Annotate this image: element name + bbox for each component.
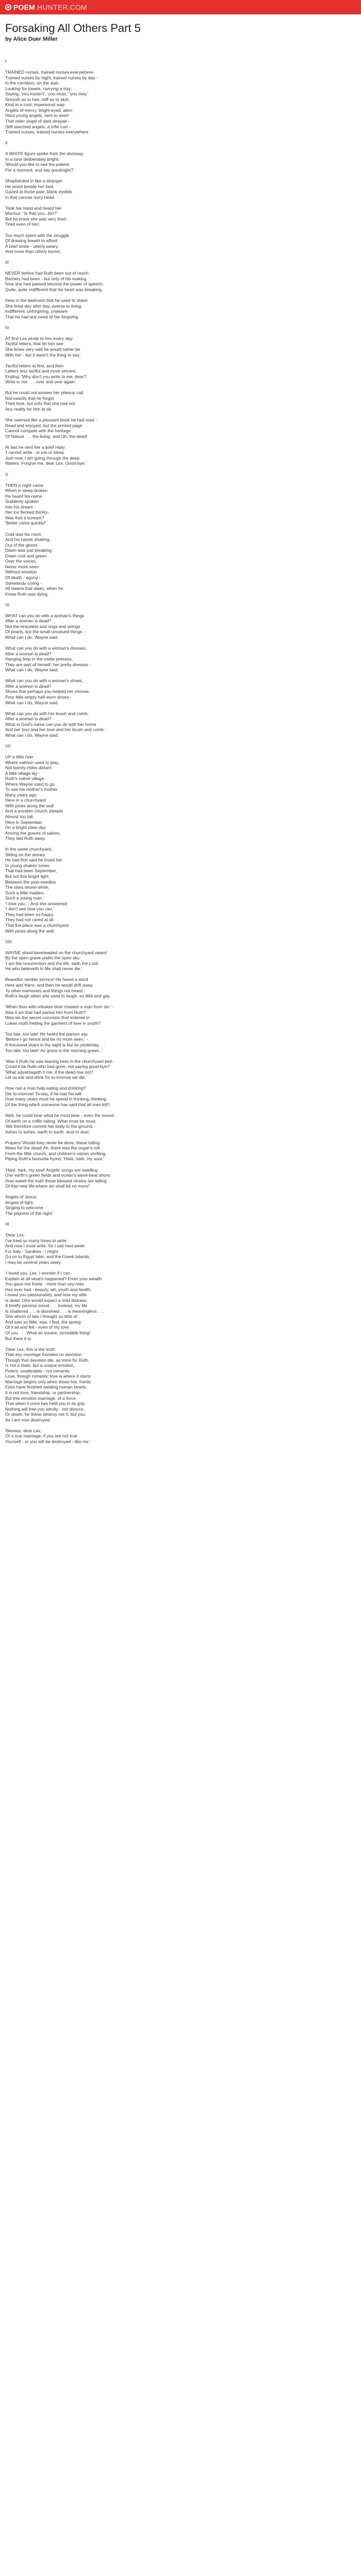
poem-line: Quite, quite indifferent that his heart was breaking. — [5, 286, 103, 292]
poem-line: But he knew she was very tired - — [5, 216, 69, 222]
poem-section — [5, 743, 356, 934]
poem-line: Poor little empty half-worn shoes - — [5, 694, 72, 700]
poem-line: NEVER before had Ruth been out of reach- — [5, 270, 90, 276]
poem-line: They had not cared at all — [5, 917, 54, 923]
poem-line: 'I don't see how you can.' — [5, 906, 54, 912]
poem-line: Such a little maiden, — [5, 890, 45, 895]
poem-line: Fires have finished welding human hearts. — [5, 1384, 88, 1390]
logo-mark-icon — [5, 4, 11, 10]
poem-line: Was it sin that had parted him from Ruth? — [5, 1009, 86, 1015]
poem-line: What can I do, Wayne said. — [5, 700, 59, 705]
poem-line: Ruth's laugh when she used to laugh, so little and gay. — [5, 993, 111, 999]
poem-line: Knew Ruth was dying. — [5, 591, 49, 597]
poem-line: With her - but it wasn't the thing to say: — [5, 352, 81, 358]
poem-line: In young shaken tones — [5, 862, 50, 868]
stanza — [5, 1232, 356, 1265]
poem-line: Though that devotion die, as mine for Ruth, — [5, 1357, 90, 1363]
poem-line: The pilgrims of the night.' — [5, 1210, 54, 1216]
poem-author: by Alice Duer Miller — [5, 36, 58, 42]
poem-line: After a woman is dead? — [5, 683, 52, 689]
poem-line: Potent, unalterable - not romantic — [5, 1368, 70, 1374]
poem-section — [5, 1222, 356, 1444]
stanza — [5, 1086, 356, 1107]
poem-line: Her ice flecked thickly- — [5, 510, 50, 515]
poem-line: Marriage begins only when those hot, frantic — [5, 1379, 91, 1384]
poem-title: Forsaking All Others Part 5 — [5, 22, 141, 35]
poem-line: 'Dear Lex - — [5, 1232, 27, 1238]
poem-line: Angels of mercy, bright-eyed, alert, — [5, 107, 73, 113]
poem-line: What can I do, Wayne said. — [5, 667, 59, 673]
poem-line: And more than utterly bored. — [5, 249, 61, 255]
poem-line: They laid Ruth away. — [5, 836, 46, 841]
poem-line: Waters. Forgive me, dear Lex. Good-bye.' — [5, 461, 87, 466]
poem-line: 'Was it Ruth he was leaving here in the churchyard plot- — [5, 1058, 113, 1064]
poem-line: To see his mother's mother — [5, 787, 58, 792]
section-numeral: III — [5, 260, 9, 265]
poem-line: A WHITE figure spoke from the doorway — [5, 151, 84, 157]
poem-line: Not exactly that he forgot — [5, 395, 54, 401]
stanza — [5, 1194, 356, 1216]
poem-line: To other memories and things not heard - — [5, 988, 86, 993]
poem-line: Read and enjoyed; but the printed page — [5, 422, 83, 428]
poem-line: In a tone deliberately bright: — [5, 156, 59, 162]
poem-line: 'Dear Lex, this is the truth: — [5, 1346, 56, 1352]
stanza — [5, 390, 356, 412]
poem-line: Tactful letters, that let him see — [5, 341, 63, 347]
poem-line: I've tried so many times to write, — [5, 1238, 68, 1243]
poem-line: How can a man help eating and drinking? — [5, 1086, 86, 1091]
poem-line: They had been so happy — [5, 911, 54, 917]
poem-line: After a woman is dead? — [5, 651, 52, 656]
poem-line: And saw so little, was, I find, the spring - — [5, 1319, 84, 1325]
poem-line: But not this bright light, — [5, 874, 50, 879]
poem-line: Piping Ruth's favourite hymn, 'Hark, hark, my soul.' — [5, 1156, 104, 1162]
poem-line: Tactful letters at first, and then — [5, 363, 64, 368]
poem-line: For Italy - Sardinia - I might — [5, 1248, 58, 1254]
poem-line: Hard young angels, sent to avert — [5, 113, 69, 118]
stanza — [5, 151, 356, 173]
poem-line: 'We therefore commit her body to the ground, — [5, 1124, 93, 1129]
poem-line: Prayers! Would they never be done, these tolling — [5, 1140, 100, 1145]
poem-line: With pines along the wall. — [5, 928, 55, 934]
poem-line: 'When thou with rebukes dost chasten a man from sin.' - — [5, 1004, 114, 1010]
poem-body — [5, 59, 356, 1444]
poem-line: Sitting on the stones, — [5, 852, 46, 857]
poem-line: She lived day after day, averse to living, — [5, 303, 83, 309]
poem-line: Here and there, and then he would drift away — [5, 982, 93, 988]
poem-line: Took her hand and heard her — [5, 205, 62, 211]
poem-line: A little village lay - — [5, 770, 40, 776]
poem-line: Of you . . . What an insane, incredible thing! — [5, 1330, 90, 1335]
stanza — [5, 977, 356, 998]
stanza — [5, 270, 356, 292]
section-numeral: IX — [5, 1222, 10, 1227]
poem-line: THEN a night came — [5, 482, 44, 488]
poem-line: Tired even of him. — [5, 222, 40, 227]
poem-line: Between the pine-needles — [5, 879, 56, 885]
poem-line: A briefly pensive mood . . . Instead, my life — [5, 1303, 88, 1309]
poem-line: How sweet the truth those blessed strains are telling — [5, 1178, 107, 1183]
stanza — [5, 846, 356, 934]
stanza — [5, 70, 356, 135]
poem-line: Never more seen — [5, 564, 39, 569]
stanza — [5, 1167, 356, 1189]
poem-section — [5, 59, 356, 135]
stanza — [5, 646, 356, 673]
poem-line: Hanging limp in the cedar presses, — [5, 656, 73, 662]
poem-line: UP a little river — [5, 754, 34, 759]
poem-line: What in God's name can you do with her home — [5, 721, 96, 727]
poem-line: Has ever had - beauty, wit, youth and health. — [5, 1286, 92, 1292]
poem-line: Suddenly spoken — [5, 499, 39, 504]
poem-line: 'I am the resurrection and the life, saith the Lord, — [5, 960, 100, 966]
poem-line: Let us eat and drink for to-morrow we die.' — [5, 1075, 87, 1080]
poem-line: That had been September, — [5, 868, 57, 874]
poem-line: 'I loved you, Lex. I wonder if I can — [5, 1270, 70, 1276]
poem-line: Such a young man - — [5, 895, 45, 901]
poem-line: But there it is. — [5, 1335, 32, 1341]
poem-line: She whom of late I thought so little of — [5, 1314, 77, 1319]
poem-line: Stiff starched angels, a trifle curt - — [5, 124, 71, 129]
stanza — [5, 336, 356, 358]
poem-line: Too late, too late! He heard the parson say — [5, 1031, 88, 1037]
poem-line: Here in the bedroom that he used to share — [5, 298, 88, 303]
poem-line: Yourself - or you will be destroyed - like me.' — [5, 1438, 91, 1444]
poem-line: Was sin the secret corrosion that entered in — [5, 1015, 90, 1021]
stanza — [5, 206, 356, 227]
poem-line: Of earth on a coffin falling. What must be must. — [5, 1118, 97, 1124]
poem-line: After a woman is dead? — [5, 618, 52, 624]
stanza — [5, 363, 356, 385]
poem-line: At last he sent her a brief reply: — [5, 444, 66, 450]
poem-line: Their love, but only that she had not — [5, 401, 75, 406]
poem-line: Where salmon used to play, — [5, 759, 59, 765]
poem-line: When in sleep broken — [5, 488, 48, 494]
site-header — [0, 0, 361, 14]
poem-line: 'Hark, hark, my soul! Angelic songs are swelling — [5, 1167, 98, 1173]
poem-line: Lukea moth fretting the garment of love in youth? — [5, 1020, 101, 1026]
poem-section — [5, 325, 356, 466]
poem-line: WHAT can you do with a woman's things — [5, 613, 85, 618]
stanza — [5, 417, 356, 439]
poem-line: 'Beware, dear Lex, — [5, 1428, 42, 1433]
poem-line: Any reality for him at all. — [5, 406, 52, 412]
poem-line: Barriers had been - but only of his making. — [5, 276, 88, 281]
poem-line: How many years must he spend in thinking, thinking — [5, 1096, 107, 1102]
poem-line: Many years ago. — [5, 792, 38, 798]
poem-line: Ashes to ashes, earth to earth, dust to dust.' — [5, 1129, 91, 1134]
poem-line: 'Would you like to see the patient — [5, 162, 70, 167]
poem-line: Too late, too late!' As grass in the morning green...' — [5, 1047, 104, 1053]
poem-line: Waes for the dead! Ah, there was the organ's roll — [5, 1145, 100, 1151]
poem-line: Of it all and felt - even of my love — [5, 1325, 69, 1330]
poem-line: I may be several years away. — [5, 1259, 62, 1265]
poem-section — [5, 260, 356, 319]
poem-line: Could it be Ruth who had gone, not saying good-bye? — [5, 1064, 110, 1070]
stanza — [5, 1059, 356, 1080]
poem-line: He who believeth in Me shall never die.' — [5, 966, 83, 972]
poem-line: A brief smile - utterly weary, — [5, 243, 59, 249]
poem-line: That any marriage founded on devotion — [5, 1352, 82, 1358]
poem-line: Is dead. One would expect a mild distress, — [5, 1297, 88, 1303]
poem-line: WAYNE stood bareheaded on the churchyard sward — [5, 950, 107, 955]
poem-line: Kind in a cool, impersonal way- — [5, 102, 66, 108]
poem-line: Murmur: "Is that you, Jim?" — [5, 211, 58, 216]
poem-line: What can I do, Wayne said. — [5, 634, 59, 640]
poem-line: Where Wayne used to go — [5, 781, 55, 787]
poem-line: What can I do, Wayne said. — [5, 732, 59, 738]
poem-line: What can you do with a woman's dresses, — [5, 646, 87, 651]
poem-line: Saying, 'you mustn't', 'you must,' 'you may.' — [5, 91, 89, 97]
poem-line: Angels of Jesus, — [5, 1194, 38, 1200]
poem-line: Into his dream - — [5, 504, 36, 510]
poem-line: 'I love you.' - And she answered: — [5, 901, 68, 906]
poem-line: Of Nature . . . the living, and Oh, the dead! — [5, 433, 88, 439]
stanza — [5, 532, 356, 597]
poem-line: Here in a churchyard — [5, 798, 46, 803]
poem-line: Cannot compete with the heritage — [5, 428, 71, 434]
poem-line: Cold was his room — [5, 531, 41, 537]
poem-line: TRAINED nurses, trained nurses everywhere- — [5, 70, 94, 75]
stanza — [5, 483, 356, 526]
poem-line: For a moment, and say goodnight?' — [5, 167, 74, 173]
poem-line: Over the voices, — [5, 558, 37, 564]
poem-line: The stars shone white; — [5, 885, 50, 890]
stanza — [5, 613, 356, 640]
poem-line: Of that new life where sin shall be no more!' — [5, 1183, 90, 1189]
poem-line: Explain at all what's happened? From your wealth — [5, 1276, 102, 1281]
poem-line: Of death - agony - — [5, 574, 41, 580]
poem-line: Singing to welcome — [5, 1205, 43, 1211]
stanza — [5, 233, 356, 255]
poem-line: AT first Lex wrote to him every day: — [5, 335, 74, 341]
poem-line: Go on to Egypt later, and the Greek Islands. — [5, 1254, 91, 1260]
poem-line: As I am now destroyed. — [5, 1417, 51, 1422]
poem-line: Is not a state, but a unique emotion, — [5, 1363, 75, 1368]
poem-line: And a wooden church steeple — [5, 808, 63, 814]
poem-line: Almost too tall, — [5, 814, 34, 820]
poem-line: Or death, for these destroy not it, but you. — [5, 1412, 86, 1417]
poem-line: On a bright clear day — [5, 825, 46, 831]
poem-line: Write to me . . . over and over again. — [5, 379, 76, 385]
section-numeral: II — [5, 140, 8, 146]
poem-line: But this emotion marriage, of a force — [5, 1395, 76, 1401]
stanza — [5, 950, 356, 972]
poem-line: Just now. I am going through the deep — [5, 455, 80, 461]
poem-line: In the corridors, on the stair, — [5, 80, 60, 86]
stanza — [5, 298, 356, 319]
poem-line: Angels of light, — [5, 1199, 34, 1205]
stanza — [5, 678, 356, 705]
poem-line: Among the graves of sailors, — [5, 830, 61, 836]
poem-line: In the same churchyard, — [5, 846, 53, 852]
section-numeral: IV — [5, 325, 10, 330]
poem-line: That when it once has held you in its grip — [5, 1401, 85, 1406]
poem-line: Beautiful, terrible service! He heard a word — [5, 977, 88, 982]
poem-line: Die to-morrow! To-day, if he had his will. — [5, 1091, 83, 1096]
stanza — [5, 445, 356, 466]
poem-line: Ruth's native village, — [5, 776, 45, 782]
poem-line: Too much spent with the struggle — [5, 232, 70, 238]
section-numeral: VIII — [5, 939, 12, 944]
poem-line: 'I cannot write - or eat or sleep — [5, 450, 64, 455]
poem-line: Dawn was just breaking; — [5, 548, 53, 553]
stanza — [5, 178, 356, 200]
section-numeral: V — [5, 471, 8, 477]
poem-line: Of the thing which someone has said that all men kill? — [5, 1102, 110, 1107]
poem-line: With pines along the wall — [5, 803, 54, 808]
section-numeral: VI — [5, 602, 10, 607]
poem-line: Love, though romantic love is where it starts — [5, 1374, 91, 1379]
poem-line: Of pearls, but the small unvalued things - — [5, 629, 85, 635]
poem-line: It is not love, friendship, or partnership, — [5, 1389, 81, 1395]
poem-line: Not the bracelets and rings and strings — [5, 623, 80, 629]
poem-line: He had first said he loved her — [5, 857, 62, 863]
poem-section — [5, 602, 356, 738]
poem-line: That older angel of dark despair - — [5, 118, 70, 124]
poem-line: He heard his name — [5, 493, 42, 499]
poem-line: What can you do with her brush and comb, — [5, 710, 89, 716]
poem-content — [0, 14, 361, 1444]
poem-line: Was that a scream? — [5, 515, 44, 520]
poem-line: A thousand years in thy sight is but as yesterday. . . — [5, 1042, 105, 1047]
poem-line: In that canvas ivory head. — [5, 194, 55, 200]
poem-line: Down cool and green — [5, 553, 47, 558]
poem-line: Here in September, — [5, 819, 43, 825]
section-numeral: VII — [5, 743, 11, 749]
poem-line: Of a true marriage; if you are not true — [5, 1433, 77, 1439]
poem-line: Shoes that perhaps you helped her choose, — [5, 689, 90, 694]
poem-line: I loved you passionately, and now my wife — [5, 1292, 87, 1298]
poem-line: 'Better come quickly!' — [5, 520, 46, 526]
poem-line: Now she had passed beyond the power of speech, — [5, 281, 104, 287]
poem-line: 'What advantageth it me, if the dead rise not? — [5, 1069, 93, 1075]
poem-line: Somebody crying - — [5, 580, 42, 586]
poem-line: All dawns that dawn, when he — [5, 586, 63, 591]
poem-line: Of drawing breath to afford — [5, 238, 57, 244]
poem-line: Trained nurses by night, trained nurses by day - — [5, 75, 98, 80]
poem-line: Shepherded in like a stranger — [5, 178, 63, 184]
logo-text-main: POEM — [13, 3, 36, 11]
poem-line: Is shattered . . . is dissolved . . . is meaningless . . . — [5, 1308, 104, 1314]
stanza — [5, 1031, 356, 1053]
poem-line: She seemed like a pleasant book he had read - — [5, 417, 97, 423]
poem-line: Without emotion — [5, 569, 37, 575]
poem-line: 'Before I go hence and be no more seen.' - — [5, 1037, 88, 1042]
poem-line: Indifferent, unforgiving, unaware — [5, 309, 68, 314]
poem-line: And his hands shaking; — [5, 537, 51, 543]
stanza — [5, 1140, 356, 1162]
poem-line: Ending: 'Why don't you write to me, dear?' — [5, 374, 87, 379]
poem-line: Out of the gloom — [5, 542, 38, 548]
poem-line: That he had any need of her forgiving. — [5, 314, 79, 319]
poem-line: Letters less tactful and more sincere, — [5, 368, 77, 374]
poem-line: But he could not answer her piteous call, — [5, 390, 85, 396]
poem-line: Well, he could bear what he must bear - even the sound — [5, 1113, 114, 1118]
stanza — [5, 1270, 356, 1341]
poem-line: Gazed at those pale, blank eyelids — [5, 189, 72, 195]
poem-section — [5, 472, 356, 597]
stanza — [5, 754, 356, 841]
poem-line: That the place was a churchyard — [5, 922, 69, 928]
stanza — [5, 1004, 356, 1026]
poem-line: He stood beside her bed, — [5, 183, 54, 189]
stanza — [5, 1113, 356, 1134]
poem-line: And her loss and her love and her brush and comb - — [5, 727, 107, 733]
poem-line: Nothing will free you wholly - not divorce, — [5, 1406, 85, 1412]
poem-line: She knew very well he would rather be — [5, 346, 80, 352]
section-numeral: I — [5, 59, 7, 64]
poem-section — [5, 939, 356, 1216]
poem-line: From the little church, and children's voices shrilling, — [5, 1150, 107, 1156]
poem-line: After a woman is dead? — [5, 716, 52, 722]
poem-line: O'er earth's green fields and ocean's wave-beat shore; — [5, 1173, 111, 1178]
poem-line: They are part of herself, her pretty dresses - — [5, 662, 91, 667]
poem-line: And now I must write, for I sail next week — [5, 1243, 85, 1249]
site-logo[interactable] — [5, 3, 87, 11]
stanza — [5, 1428, 356, 1445]
logo-text-suffix: HUNTER.COM — [37, 3, 87, 11]
stanza — [5, 711, 356, 738]
poem-line: Not twenty miles distant — [5, 765, 52, 771]
poem-line: What can you do with a woman's shoes, — [5, 678, 84, 684]
stanza — [5, 1347, 356, 1423]
poem-section — [5, 140, 356, 254]
poem-line: By the open grave under the open sky: — [5, 955, 81, 961]
poem-line: You gave me freely - more than any man — [5, 1281, 85, 1287]
poem-line: Looking for towels, carrying a tray; — [5, 86, 72, 91]
poem-line: Smooth as to hair, stiff as to skirt; — [5, 96, 70, 102]
poem-line: Trained nurses, trained nurses everywhere. — [5, 129, 90, 135]
